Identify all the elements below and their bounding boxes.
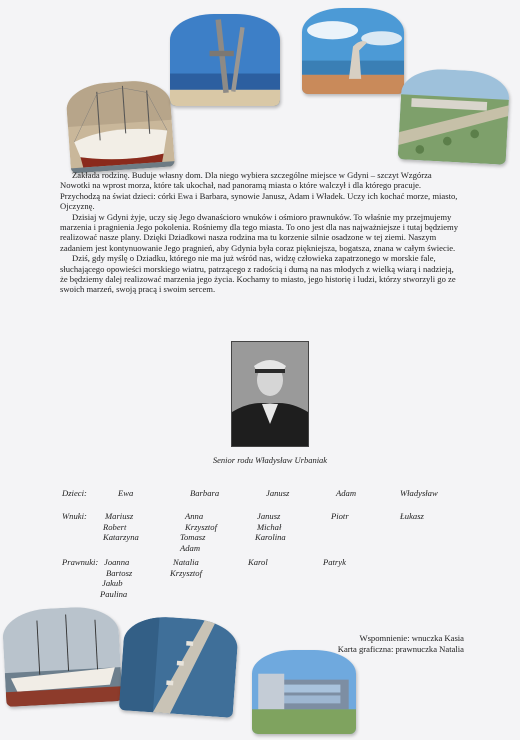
child-barbara: Barbara (190, 488, 220, 498)
credits-memoir: Wspomnienie: wnuczka Kasia (359, 633, 464, 643)
great-grandchildren-ewa: Joanna Bartosz Jakub Paulina (100, 557, 133, 599)
grandchildren-wladyslaw: Łukasz (400, 511, 424, 521)
photo-sailing-ship (65, 78, 175, 173)
grandchildren-label: Wnuki: (62, 511, 87, 521)
portrait-caption: Senior rodu Władysław Urbaniak (212, 455, 328, 465)
story-text (60, 170, 462, 295)
child-wladyslaw: Władysław (400, 488, 438, 498)
child-ewa: Ewa (118, 488, 134, 498)
great-grandchildren-label: Prawnuki: (62, 557, 99, 567)
grandchildren-ewa: Mariusz Robert Katarzyna (103, 511, 139, 543)
grandchildren-janusz: Janusz Michał Karolina (255, 511, 286, 543)
children-label: Dzieci: (62, 488, 87, 498)
story-paragraph-2: Dzisiaj w Gdyni żyje, uczy się Jego dwanaścioro wnuków i ośmioro prawnuków. To właśnie my przejmujemy marzenia i pragnienia Jego pokolenia. Rośniemy dla tego miasta. To ono jest dla nas najważniejsze i tutaj będziemy realizować nasze plany. Dzięki Dziadkowi nasza rodzina ma tu korzenie silnie osadzone w tej ziemi. Naszym zadaniem jest kontynuowanie Jego pragnień, aby Gdynia była coraz piękniejsza, bogatsza, znana w całym świecie. (60, 211, 459, 253)
photo-modern-building (252, 650, 356, 734)
credits (338, 633, 464, 655)
grandchildren-barbara: Anna Krzysztof Tomasz Adam (180, 511, 217, 553)
great-grandchildren-barbara: Natalia Krzysztof (170, 557, 202, 578)
great-grandchildren-janusz: Karol (248, 557, 268, 567)
story-paragraph-1: Zakłada rodzinę. Buduje własny dom. Dla niego wybiera szczególne miejsce w Gdyni – szczyt Wzgórza Nowotki na wprost morza, które tak ukochał, nad panoramą miasta o które walczył i dla którego pracuje. Przychodzą na świat dzieci: córki Ewa i Barbara, synowie Janusz, Adam i Władek. Uczy ich kochać morze, miasto, Ojczyznę. (60, 170, 458, 212)
photo-pier-aerial (119, 614, 239, 718)
photo-seaside-statue (302, 8, 404, 94)
photo-harbor-ship (2, 605, 123, 707)
child-adam: Adam (336, 488, 357, 498)
portrait-photo (231, 341, 309, 447)
child-janusz: Janusz (266, 488, 290, 498)
story-paragraph-3: Dziś, gdy myślę o Dziadku, którego nie ma już wśród nas, widzę człowieka zapatrzonego w morskie fale, słuchającego opowieści morskiego wiatru, patrzącego z radością i dumą na nas młodych z wielką wiarą i nadzieją, że będziemy dalej realizować marzenia jego życia. Kochamy to miasto, jego historię i ludzi, którzy stworzyli go ze swoich marzeń, swoją pracą i swoim sercem. (60, 253, 456, 295)
great-grandchildren-adam: Patryk (323, 557, 346, 567)
grandchildren-adam: Piotr (331, 511, 349, 521)
credits-graphics: Karta graficzna: prawnuczka Natalia (337, 644, 464, 654)
photo-monument-masts (170, 14, 280, 106)
photo-city-aerial (398, 67, 511, 165)
